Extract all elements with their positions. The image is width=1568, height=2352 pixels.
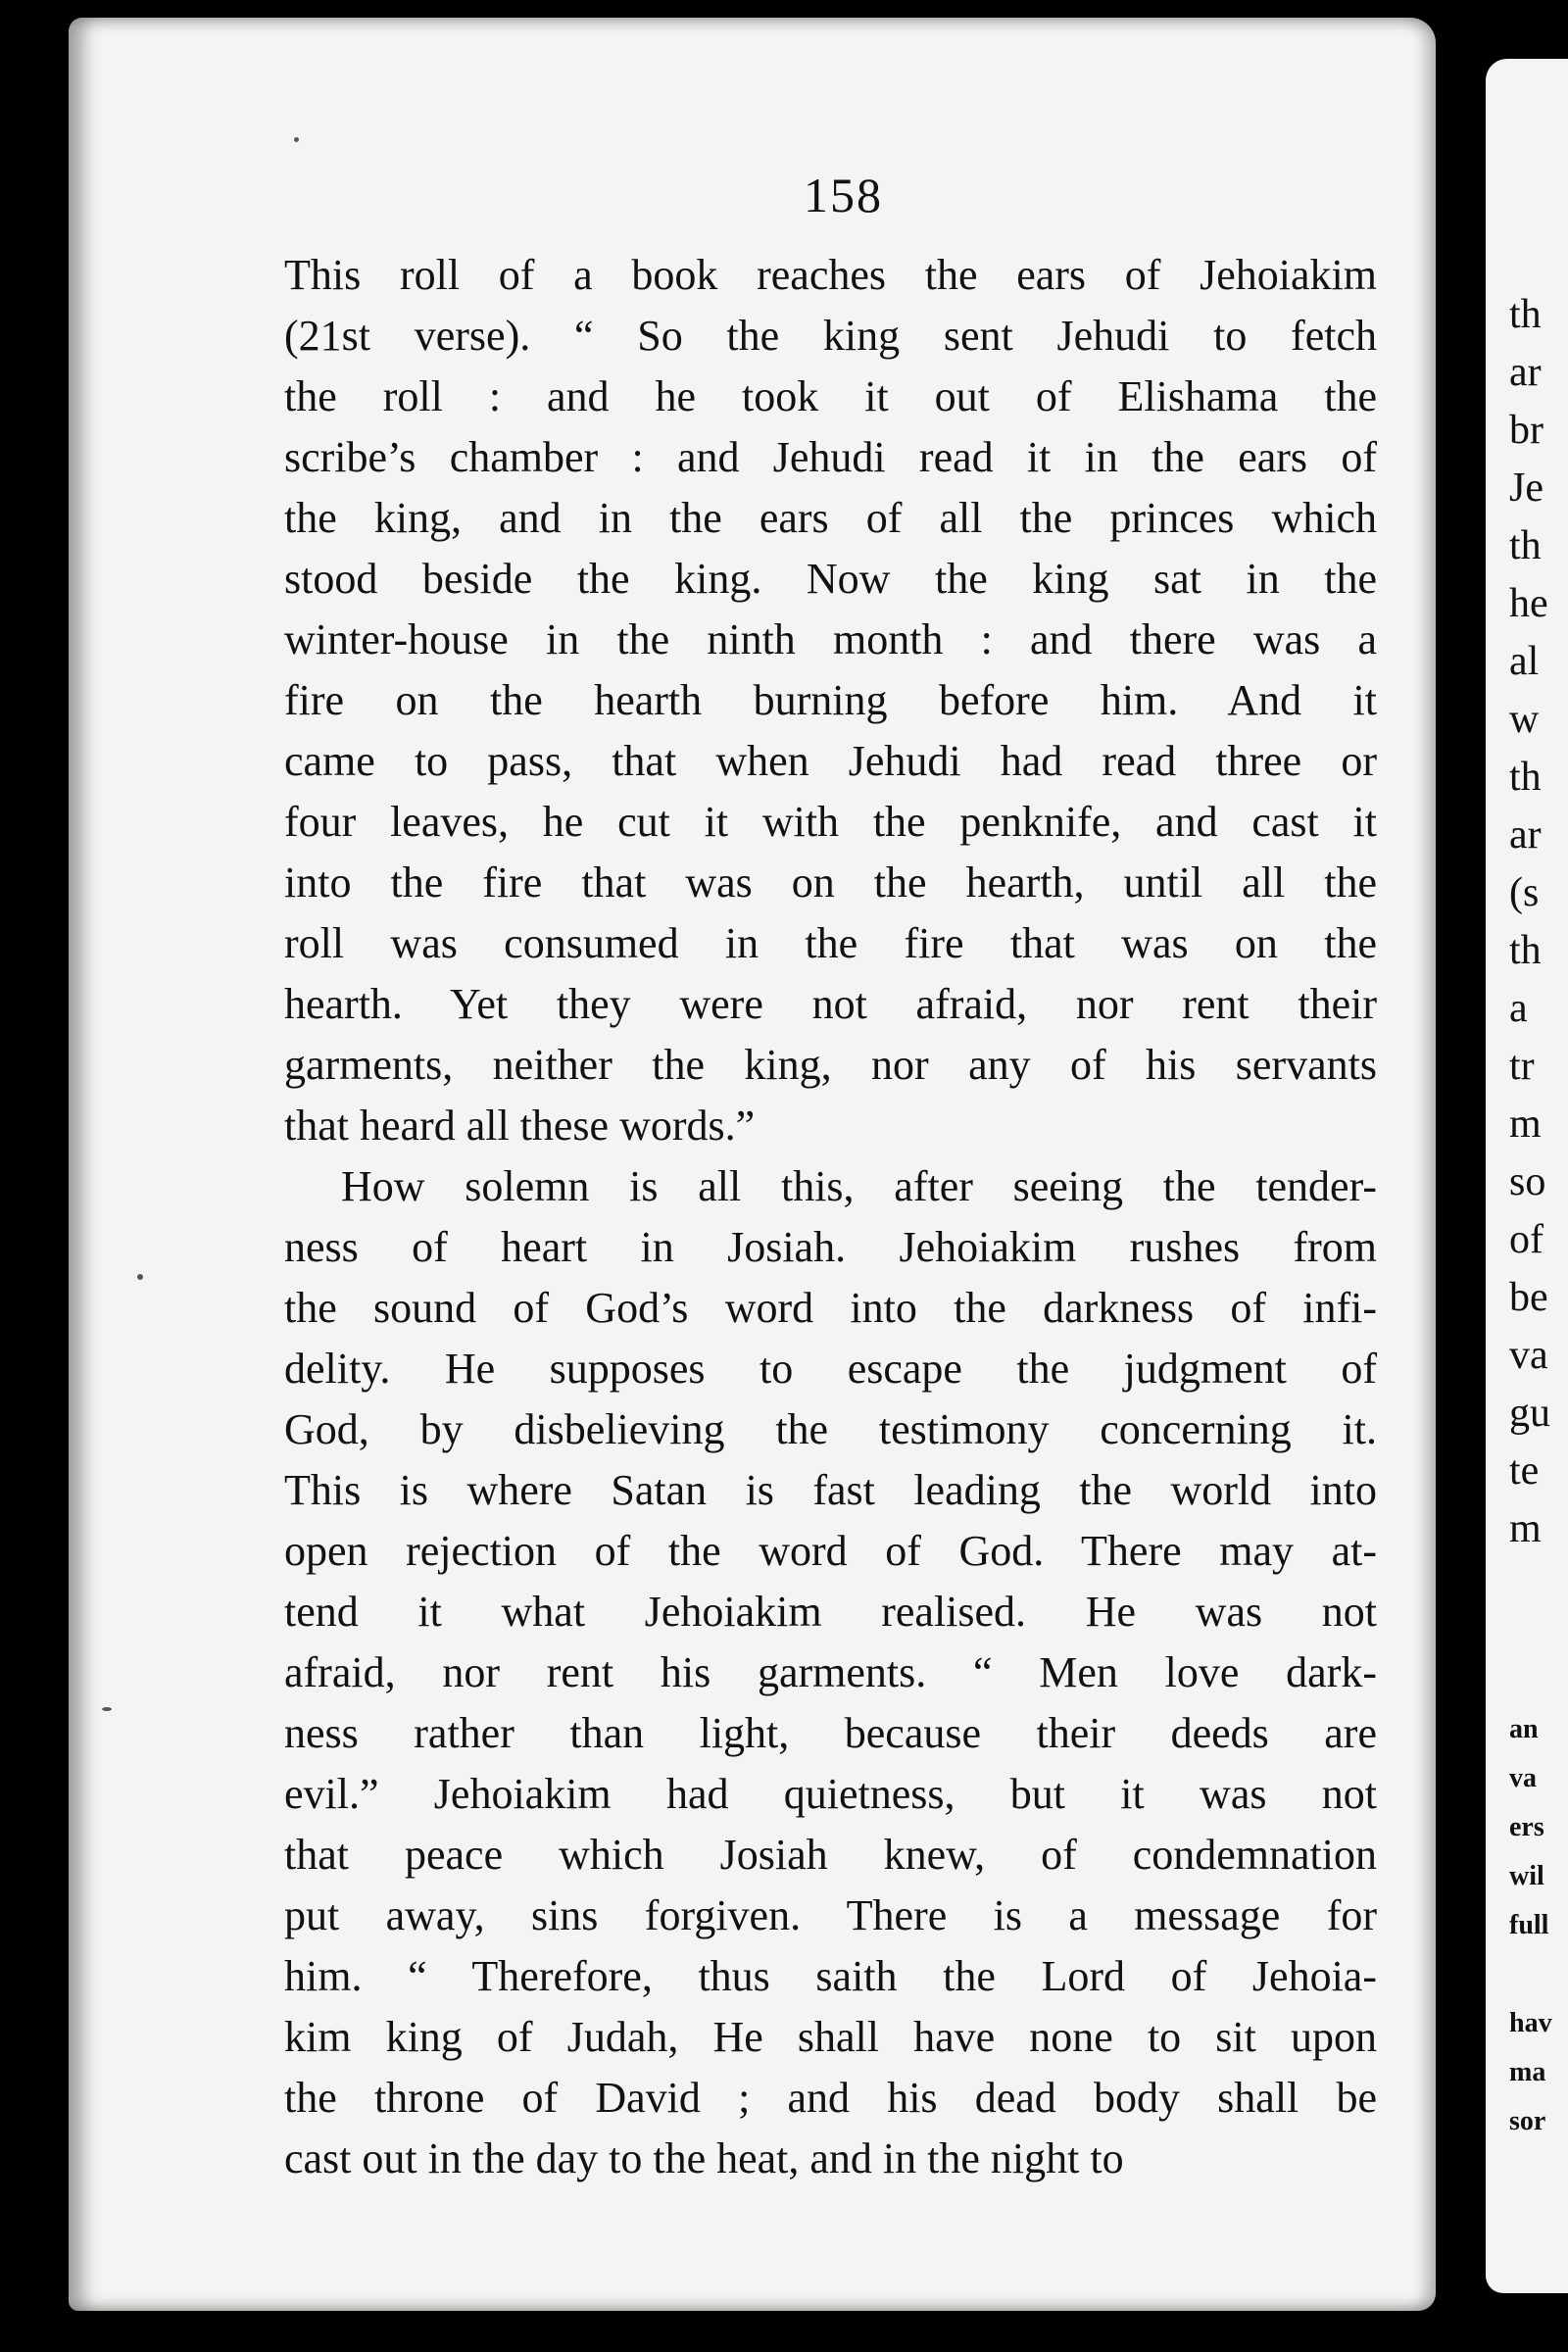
text-line: garments, neither the king, nor any of his servants [284, 1041, 1377, 1089]
text-line: put away, sins forgiven. There is a message for [284, 1891, 1377, 1939]
text-line: the king, and in the ears of all the princes which [284, 494, 1377, 542]
fragment: va [1509, 1333, 1548, 1378]
fragment: a [1509, 986, 1528, 1031]
fragment: ma [1509, 2057, 1546, 2087]
text-line: ness of heart in Josiah. Jehoiakim rushes from [284, 1223, 1377, 1271]
text-line: cast out in the day to the heat, and in the night to [284, 2134, 1124, 2182]
scan-speck [102, 1707, 112, 1711]
fragment: (s [1509, 870, 1540, 915]
fragment: va [1509, 1763, 1537, 1793]
text-line: (21st verse). “ So the king sent Jehudi to fetch [284, 312, 1377, 360]
fragment: ar [1509, 350, 1542, 395]
text-line: ness rather than light, because their deeds are [284, 1709, 1377, 1757]
text-line: God, by disbelieving the testimony concerning it. [284, 1405, 1377, 1453]
fragment: be [1509, 1275, 1548, 1320]
text-line: that heard all these words.” [284, 1102, 756, 1150]
fragment: of [1509, 1217, 1544, 1262]
fragment: an [1509, 1714, 1539, 1744]
text-line: open rejection of the word of God. There may at- [284, 1527, 1377, 1575]
text-line: How solemn is all this, after seeing the tender- [341, 1162, 1377, 1210]
scan-speck [137, 1274, 143, 1280]
text-line: kim king of Judah, He shall have none to sit upon [284, 2013, 1377, 2061]
text-line: scribe’s chamber : and Jehudi read it in the ears of [284, 433, 1377, 481]
fragment: al [1509, 639, 1540, 684]
fragment: sor [1509, 2106, 1546, 2136]
fragment: he [1509, 581, 1548, 626]
text-line: evil.” Jehoiakim had quietness, but it was not [284, 1770, 1377, 1818]
fragment: so [1509, 1159, 1546, 1204]
text-line: fire on the hearth burning before him. And it [284, 676, 1377, 724]
page-number: 158 [804, 168, 883, 222]
scan-speck [294, 137, 299, 142]
fragment: br [1509, 408, 1544, 453]
text-line: This roll of a book reaches the ears of Jehoiakim [284, 251, 1377, 299]
text-line: tend it what Jehoiakim realised. He was not [284, 1588, 1377, 1636]
fragment: m [1509, 1102, 1542, 1147]
fragment: th [1509, 523, 1542, 568]
fragment: ar [1509, 812, 1542, 858]
fragment: m [1509, 1506, 1542, 1551]
fragment: te [1509, 1448, 1540, 1494]
text-line: delity. He supposes to escape the judgment of [284, 1345, 1377, 1393]
text-line: the throne of David ; and his dead body shall be [284, 2074, 1377, 2122]
fragment: w [1509, 697, 1540, 742]
fragment: Je [1509, 466, 1544, 511]
page-body-text [284, 245, 1377, 2189]
fragment: wil [1509, 1861, 1544, 1891]
right-page-fragments-lower [1509, 1705, 1568, 2146]
text-line: that peace which Josiah knew, of condemnation [284, 1831, 1377, 1879]
text-line: into the fire that was on the hearth, until all the [284, 858, 1377, 906]
right-page-fragments [1509, 286, 1568, 1558]
text-line: the sound of God’s word into the darkness of infi- [284, 1284, 1377, 1332]
text-line: stood beside the king. Now the king sat in the [284, 555, 1377, 603]
fragment: th [1509, 928, 1542, 973]
text-line: came to pass, that when Jehudi had read three or [284, 737, 1377, 785]
text-line: afraid, nor rent his garments. “ Men love dark- [284, 1648, 1377, 1696]
book-gutter [1437, 0, 1486, 2352]
fragment: hav [1509, 2008, 1552, 2038]
text-line: roll was consumed in the fire that was on the [284, 919, 1377, 967]
text-line: four leaves, he cut it with the penknife, and cast it [284, 798, 1377, 846]
fragment: th [1509, 755, 1542, 800]
fragment: th [1509, 292, 1542, 337]
text-line: winter-house in the ninth month : and there was a [284, 615, 1377, 663]
text-line: the roll : and he took it out of Elishama the [284, 372, 1377, 420]
fragment: gu [1509, 1391, 1550, 1436]
text-line: hearth. Yet they were not afraid, nor rent their [284, 980, 1377, 1028]
text-line: him. “ Therefore, thus saith the Lord of Jehoia- [284, 1952, 1377, 2000]
fragment: tr [1509, 1044, 1535, 1089]
fragment: ers [1509, 1812, 1544, 1842]
text-line: This is where Satan is fast leading the world into [284, 1466, 1377, 1514]
fragment [1509, 1950, 1568, 1999]
fragment: full [1509, 1910, 1549, 1940]
